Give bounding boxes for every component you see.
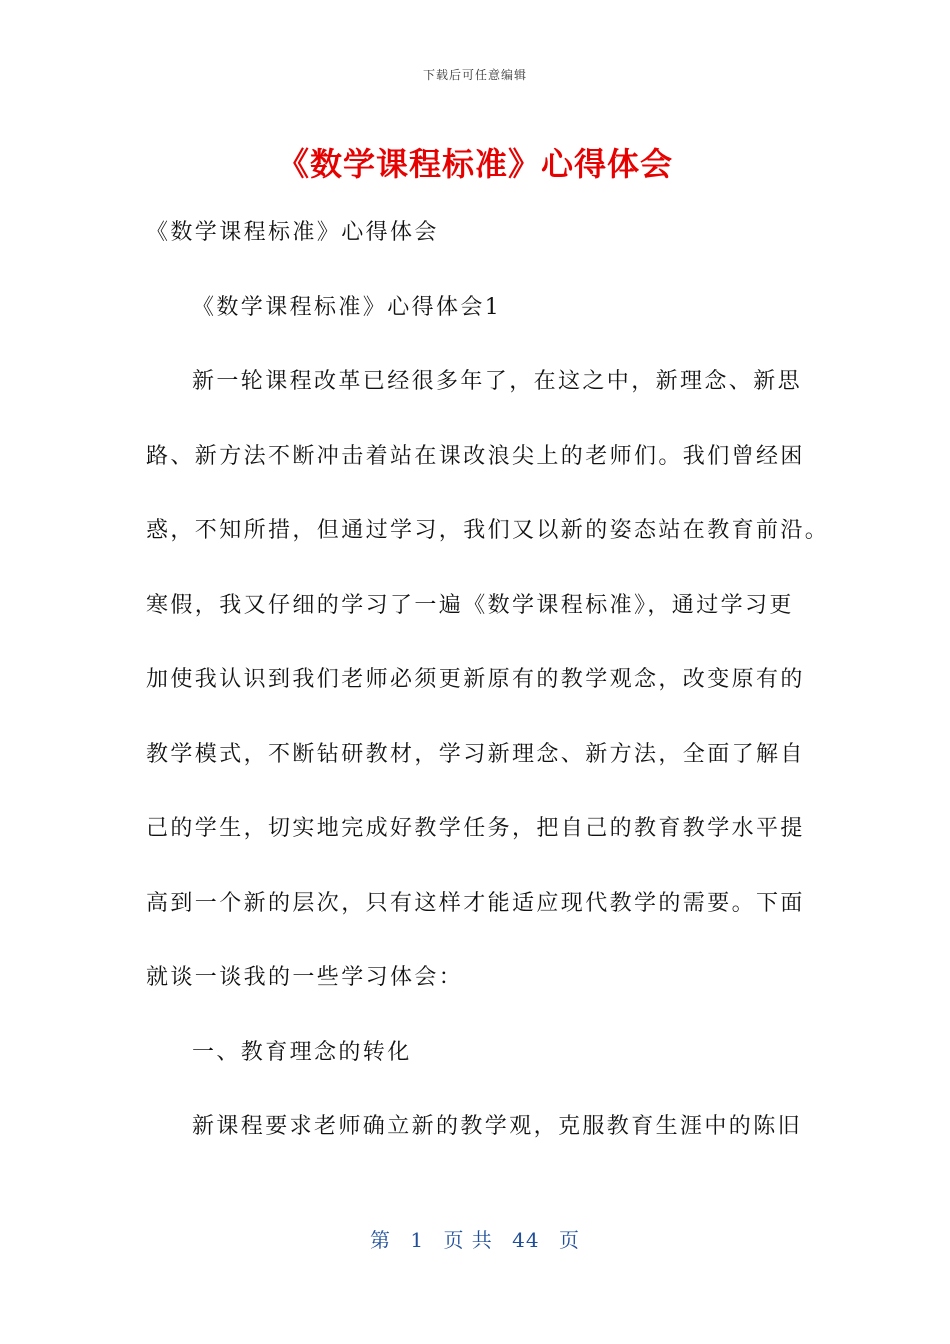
body-line: 路、新方法不断冲击着站在课改浪尖上的老师们。我们曾经困 <box>146 443 805 469</box>
body-line: 己的学生，切实地完成好教学任务，把自己的教育教学水平提 <box>146 816 805 841</box>
footer-middle: 页 共 <box>443 1228 493 1252</box>
footer-suffix: 页 <box>558 1228 580 1252</box>
total-pages-number: 44 <box>512 1228 540 1252</box>
body-line: 高到一个新的层次，只有这样才能适应现代教学的需要。下面 <box>146 890 805 916</box>
document-title: 《数学课程标准》心得体会 <box>276 145 673 183</box>
section-heading: 《数学课程标准》心得体会1 <box>192 294 502 320</box>
body-line: 加使我认识到我们老师必须更新原有的教学观念，改变原有的 <box>146 667 805 692</box>
body-line: 新课程要求老师确立新的教学观，克服教育生涯中的陈旧 <box>192 1114 803 1139</box>
document-body <box>146 196 830 1165</box>
body-line: 新一轮课程改革已经很多年了，在这之中，新理念、新思 <box>192 369 803 394</box>
body-line: 《数学课程标准》心得体会 <box>146 220 439 245</box>
current-page-number: 1 <box>410 1228 425 1252</box>
header-note: 下载后可任意编辑 <box>422 68 527 82</box>
footer-prefix: 第 <box>370 1228 391 1252</box>
subsection-heading: 一、教育理念的转化 <box>192 1039 412 1065</box>
body-line: 教学模式，不断钻研教材，学习新理念、新方法，全面了解自 <box>146 741 805 767</box>
body-line: 寒假，我又仔细的学习了一遍《数学课程标准》，通过学习更 <box>146 592 794 618</box>
body-line: 就谈一谈我的一些学习体会： <box>146 965 464 990</box>
body-line: 惑，不知所措，但通过学习，我们又以新的姿态站在教育前沿。 <box>146 518 830 543</box>
page-footer <box>0 1224 950 1253</box>
